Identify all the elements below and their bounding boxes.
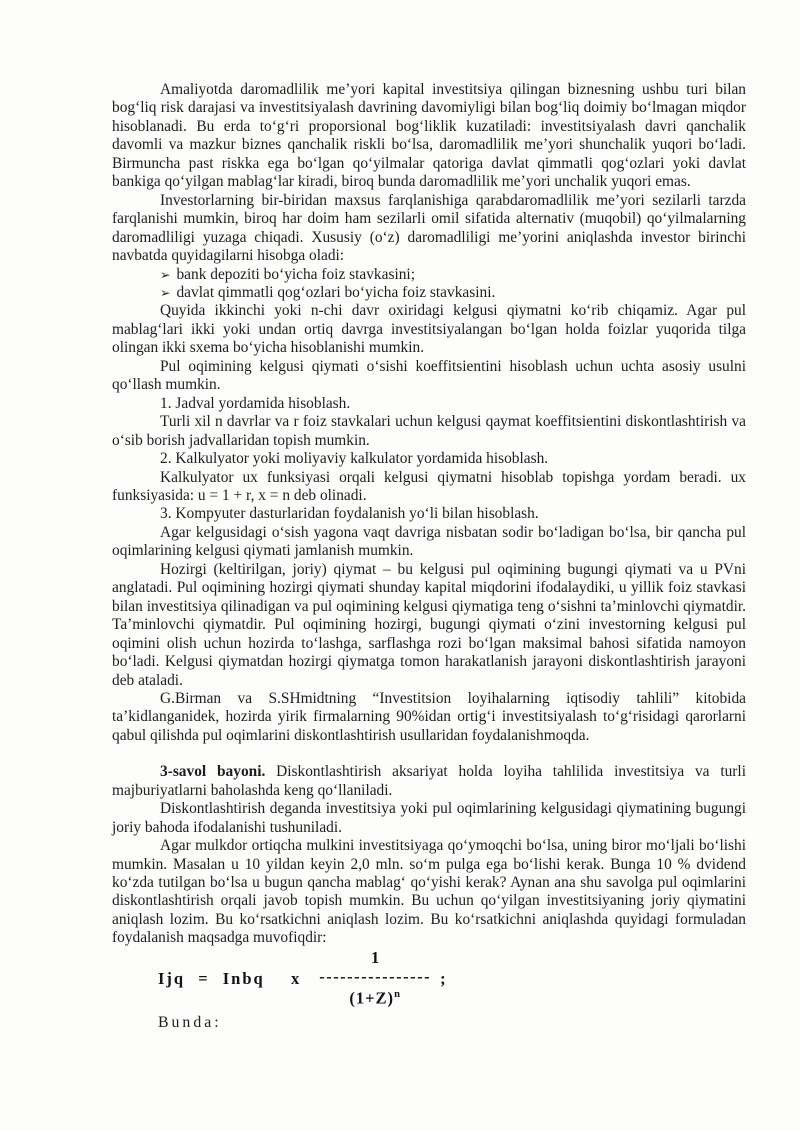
paragraph: 3. Kompyuter dasturlaridan foydalanish yo‘li bilan hisoblash. xyxy=(160,505,539,523)
paragraph: Quyida ikkinchi yoki n-chi davr oxiridagi kelgusi qiymatni ko‘rib chiqamiz. Agar pul mablag‘lari ikki yoki undan ortiq davrga investitsiyalangan bo‘lgan holda foizlar yuqorida tilga olingan ikki sxema bo‘yicha hisoblanishi mumkin. xyxy=(112,302,746,357)
paragraph: 1. Jadval yordamida hisoblash. xyxy=(160,394,351,412)
formula-fraction xyxy=(319,949,431,1009)
arrow-bullet-icon: ➢ xyxy=(160,284,171,300)
document-content xyxy=(112,81,746,1032)
formula-left-side: Ijq = Inbq x xyxy=(158,968,302,988)
arrow-bullet-icon: ➢ xyxy=(160,266,171,282)
paragraph: Agar mulkdor ortiqcha mulkini investitsiyaga qo‘ymoqchi bo‘lsa, uning biror mo‘ljali bo‘lishi mumkin. Masalan u 10 yildan keyin 2,0 mln. so‘m pulga ega bo‘lishi kerak. Bunga 10 % dvidend ko‘zda tutilgan bo‘lsa u bugun qancha mablag‘ qo‘yishi kerak? Aynan ana shu savolga pul oqimlarini diskontlashtirish orqali javob topish mumkin. Bu uchun qo‘yilgan investitsiyaning joriy qiymatini aniqlash lozim. Bu ko‘rsatkichni aniqlash lozim. Bu ko‘rsatkichni aniqlashda quyidagi formuladan foydalanish maqsadga muvofiqdir: xyxy=(112,837,746,947)
paragraph: Hozirgi (keltirilgan, joriy) qiymat – bu kelgusi pul oqimining bugungi qiymati va u PVni anglatadi. Pul oqimining hozirgi qiymati shunday kapital miqdorini ifodalaydiki, u yillik foiz stavkasi bilan investitsiya qilinadigan va pul oqimining kelgusi qiymatiga teng o‘sishni ta’minlovchi qiymatdir. Ta’minlovchi qiymatdir. Pul oqimining hozirgi, bugungi qiymati o‘zini investorning kelgusi pul oqimini olish uchun hozirda to‘lashga, sarflashga rozi bo‘lgan maksimal bahosi sifatida namoyon bo‘ladi. Kelgusi qiymatdan hozirgi qiymatga tomon harakatlanish jarayoni diskontlashtirish jarayoni deb ataladi. xyxy=(112,560,746,689)
paragraph: Investorlarning bir-biridan maxsus farqlanishiga qarabdaromadlilik me’yori sezilarli tarzda farqlanishi mumkin, biroq har doim ham sezilarli omil sifatida alternativ (muqobil) qo‘yilmalarning daromadliligi yuzaga chiqadi. Xususiy (o‘z) daromadliligi me’yorini aniqlashda investor birinchi navbatda quyidagilarni hisobga oladi: xyxy=(112,191,746,265)
paragraph: Turli xil n davrlar va r foiz stavkalari uchun kelgusi qaymat koeffitsientini diskontlashtirish va o‘sib borish jadvallaridan topish mumkin. xyxy=(112,413,746,449)
paragraph: Pul oqimining kelgusi qiymati o‘sishi koeffitsientini hisoblash uchun uchta asosiy usulni qo‘llash mumkin. xyxy=(112,357,746,394)
paragraph: Agar kelgusidagi o‘sish yagona vaqt davriga nisbatan sodir bo‘ladigan bo‘lsa, bir qancha pul oqimlarining kelgusi qiymati jamlanish mumkin. xyxy=(112,523,746,560)
fraction-divider: ---------------- xyxy=(319,966,432,986)
formula-terminator: ; xyxy=(440,968,446,988)
bullet-item: ➢ davlat qimmatli qog‘ozlari bo‘yicha foiz stavkasini. xyxy=(160,283,496,301)
denominator-exponent: n xyxy=(394,989,401,1001)
paragraph: G.Birman va S.SHmidtning “Investitsion loyihalarning iqtisodiy tahlili” kitobida ta’kidlanganidek, hozirda yirik firmalarning 90%idan ortig‘i investitsiyalash to‘g‘risidagi qarorlarni qabul qilishda pul oqimlarini diskontlashtirish usullaridan foydalanishmoqda. xyxy=(112,689,746,744)
paragraph: 2. Kalkulyator yoki moliyaviy kalkulator yordamida hisoblash. xyxy=(160,450,549,468)
paragraph: 3-savol bayoni. Diskontlashtirish aksariyat holda loyiha tahlilida investitsiya va turli majburiyatlarni baholashda keng qo‘llaniladi. xyxy=(112,763,746,799)
formula-block xyxy=(112,949,746,1009)
denominator-base: (1+Z) xyxy=(349,988,395,1008)
paragraph: Amaliyotda daromadlilik me’yori kapital investitsiya qilingan biznesning ushbu turi bilan bog‘liq risk darajasi va investitsiyalash davrining davomiyligi bilan bog‘liq doimiy bo‘lmagan miqdor hisoblanadi. Bu erda to‘g‘ri proporsional bog‘liklik kuzatiladi: investitsiyalash davri qanchalik davomli va mazkur biznes qanchalik riskli bo‘lsa, daromadlilik me’yori shunchalik yuqori bo‘ladi. Birmuncha past riskka ega bo‘lgan qo‘yilmalar qatoriga davlat qimmatli qog‘ozlari yoki davlat bankiga qo‘yilgan mablag‘lar kiradi, biroq bunda daromadlilik me’yori unchalik yuqori emas. xyxy=(112,81,746,191)
paragraph: Kalkulyator ux funksiyasi orqali kelgusi qiymatni hisoblab topishga yordam beradi. ux funksiyasida: u = 1 + r, x = n deb olinadi. xyxy=(112,468,746,504)
fraction-denominator xyxy=(349,986,401,1008)
fraction-numerator: 1 xyxy=(371,947,380,967)
paragraph-bold-lead: 3-savol bayoni. xyxy=(160,763,266,781)
bullet-item: ➢ bank depoziti bo‘yicha foiz stavkasini; xyxy=(160,265,415,283)
formula-note-label: Bunda: xyxy=(158,1013,222,1031)
paragraph: Diskontlashtirish deganda investitsiya yoki pul oqimlarining kelgusidagi qiymatining bugungi joriy bahoda ifodalanishi tushuniladi. xyxy=(112,800,746,836)
formula-row xyxy=(158,949,746,1009)
document-body xyxy=(112,81,746,948)
